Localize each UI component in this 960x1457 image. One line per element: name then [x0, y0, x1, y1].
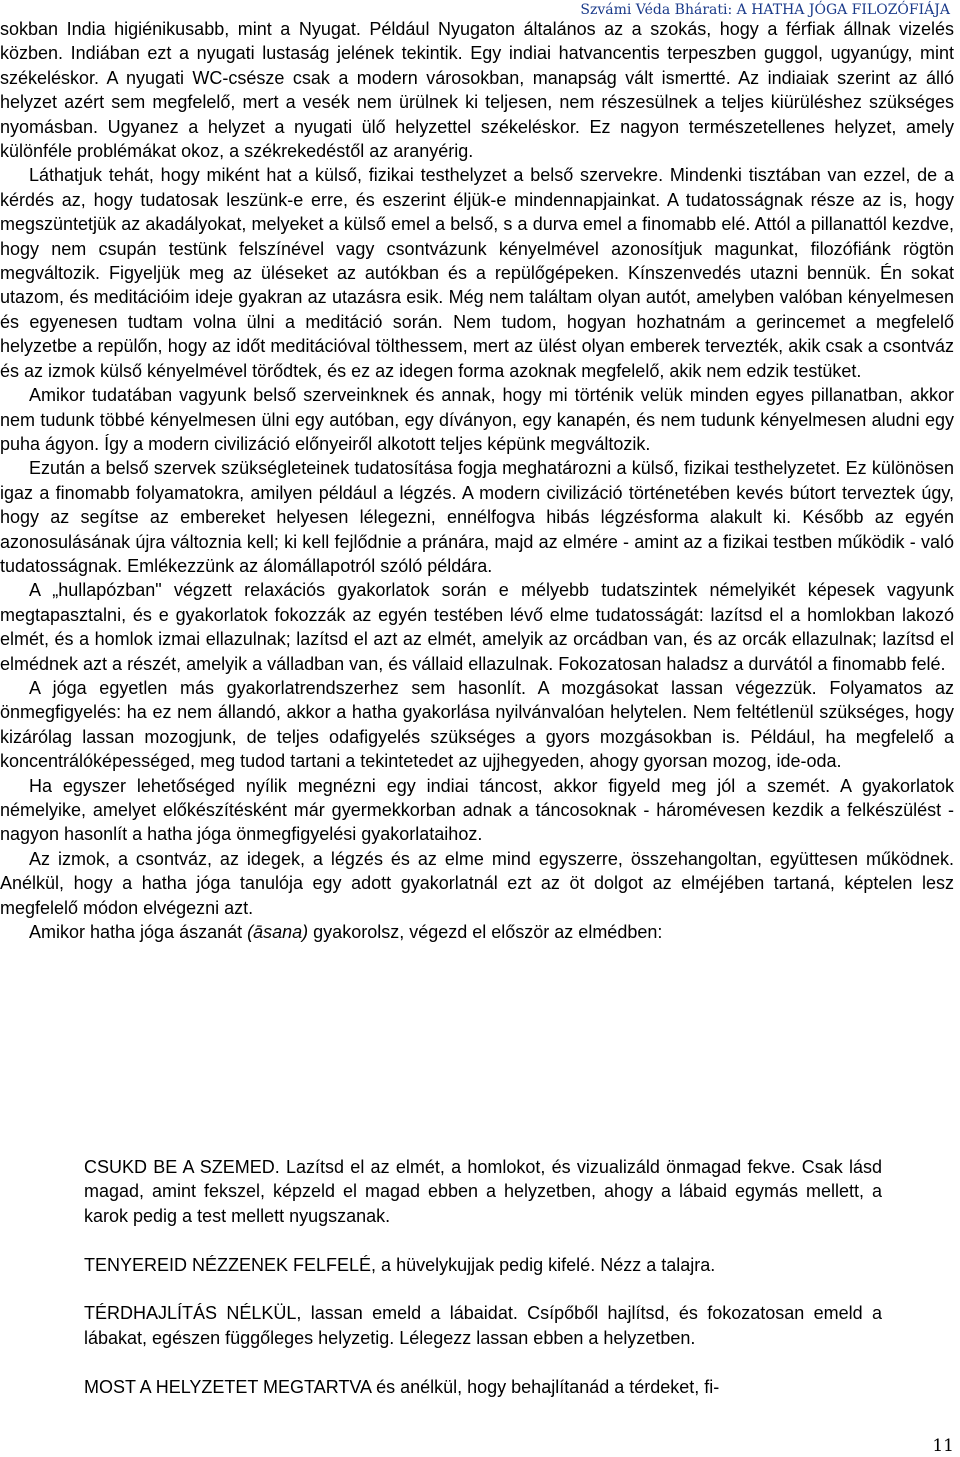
paragraph	[0, 920, 954, 944]
text-run: Amikor hatha jóga ászanát	[29, 922, 248, 943]
instruction-step: CSUKD BE A SZEMED. Lazítsd el az elmét, a homlokot, és vizualizáld önmagad fekve. Csak lásd magad, amint fekszel, képzeld el magad ebben a helyzetben, ahogy a lábaid egymás mellett, a karok pedig a test mellett nyugszanak.	[84, 1157, 882, 1226]
instruction-list	[84, 1155, 882, 1399]
instruction-step: TÉRDHAJLÍTÁS NÉLKÜL, lassan emeld a lábaidat. Csípőből hajlítsd, és fokozatosan emeld a lábakat, egészen függőleges helyzetig. Lélegezz lassan ebben a helyzetben.	[84, 1303, 882, 1348]
paragraph: A „hullapózban" végzett relaxációs gyakorlatok során e mélyebb tudatszintek némelyikét képesek vagyunk megtapasztalni, és e gyakorlatok fokozzák az egyén testében lévő elme tudatosságát: lazítsd el a homlokban lakozó elmét, és a homlok izmai ellazulnak; lazítsd el azt az elmét, amelyik az orcádban van, és az orcák ellazulnak; lazítsd el elmédnek azt a részét, amelyik a válladban van, és vállaid ellazulnak. Fokozatosan haladsz a durvától a finomabb felé.	[0, 580, 954, 674]
instruction-step: TENYEREID NÉZZENEK FELFELÉ, a hüvelykujjak pedig kifelé. Nézz a talajra.	[84, 1254, 716, 1275]
paragraph: Láthatjuk tehát, hogy miként hat a külső, fizikai testhelyzet a belső szervekre. Mindenki tisztában van ezzel, de a kérdés az, hogy tudatosak leszünk-e erre, és eszerint éljük-e mindennapjainkat. A tudatosságnak része az is, hogy megszüntetjük az akadályokat, melyeket a külső emel a belső, s a durva emel a finomabb elé. Attól a pillanattól kezdve, hogy nem csupán testünk felszínével vagy csontvázunk kényelmével azonosítjuk magunkat, filozófiánk rögtön megváltozik. Figyeljük meg az üléseket az autókban és a repülőgépeken. Kínszenvedés utazni bennük. Én sokat utazom, és meditációim ideje gyakran az utazásra esik. Még nem találtam olyan autót, amelyben valóban kényelmesen és egyenesen tudtam volna ülni a meditáció során. Nem tudom, hogyan hozhatnám a gerincemet a megfelelő helyzetbe a repülőn, hogy az időt meditációval tölthessem, mert az ülést olyan emberek tervezték, akik csak a csontváz és az izmok külső kényelmével törődtek, és ez az idegen forma azoknak megfelelő, akik nem edzik testüket.	[0, 165, 954, 381]
paragraph: Amikor tudatában vagyunk belső szerveinknek és annak, hogy mi történik velük minden egyes pillanatban, akkor nem tudunk többé kényelmesen ülni egy autóban, egy díványon, egy kanapén, és nem tudunk kényelmesen aludni egy puha ágyon. Így a modern civilizáció előnyeiről alkotott teljes képünk megváltozik.	[0, 385, 954, 454]
paragraph: Ha egyszer lehetőséged nyílik megnézni egy indiai táncost, akkor figyeld meg jól a szemét. A gyakorlatok némelyike, amelyet előkészítésként már gyermekkorban adnak a táncosoknak - háromévesen kezdik a felkészülést - nagyon hasonlít a hatha jóga önmegfigyelési gyakorlataihoz.	[0, 775, 954, 845]
paragraph: sokban India higiénikusabb, mint a Nyugat. Például Nyugaton általános az a szokás, hogy a férfiak állnak vizelés közben. Indiában ezt a nyugati lustaság jelének tekintik. Egy indiai hatvancentis terpeszben guggol, ugyanúgy, mint székeléskor. A nyugati WC-csésze csak a modern városokban, manapság vált ismertté. Az indiaiak szerint az álló helyzet azért sem megfelelő, mert a vesék nem ürülnek ki teljesen, nem részesülnek a teljes kiürüléshez szükséges nyomásban. Ugyanez a helyzet a nyugati ülő helyzettel székeléskor. Ez nagyon természetellenes helyzet, amely különféle problémákat okoz, a székrekedéstől az aranyérig.	[0, 19, 954, 162]
paragraph: Ezután a belső szervek szükségleteinek tudatosítása fogja meghatározni a külső, fizikai testhelyzetet. Ez különösen igaz a finomabb folyamatokra, amilyen például a légzés. A modern civilizáció történetében kevés bútort terveztek úgy, hogy az segítse az embereket helyesen lélegezni, ennélfogva hibás légzésforma alakult ki. Később az egyén azonosulásának újra változnia kell; ki kell fejlődnie a pránára, majd az elmére - amint az a fizikai testben működik - való tudatosságnak. Emlékezzünk az álomállapotról szóló példára.	[0, 458, 954, 576]
body-text	[0, 17, 954, 944]
text-run: gyakorolsz, végezd el először az elmédben:	[308, 922, 663, 943]
paragraph: Az izmok, a csontváz, az idegek, a légzés és az elme mind egyszerre, összehangoltan, együttesen működnek. Anélkül, hogy a hatha jóga tanulója egy adott gyakorlatnál ezt az öt dolgot az elméjében tartaná, képtelen lesz megfelelő módon elvégezni azt.	[0, 848, 954, 918]
instruction-step: MOST A HELYZETET MEGTARTVA és anélkül, hogy behajlítanád a térdeket, fi-	[84, 1376, 720, 1397]
page-number: 11	[932, 1436, 954, 1456]
running-header: Szvámi Véda Bhárati: A HATHA JÓGA FILOZÓFIÁJA	[580, 2, 950, 18]
sanskrit-term: (āsana)	[247, 922, 309, 943]
paragraph: A jóga egyetlen más gyakorlatrendszerhez sem hasonlít. A mozgásokat lassan végezzük. Folyamatos az önmegfigyelés: ha ez nem állandó, akkor a hatha gyakorlása nyilvánvalóan helytelen. Nem feltétlenül szükséges, hogy kizárólag lassan mozogjunk, de teljes odafigyelés szükséges a gyors mozgásokban is. Például, ha megfelelő a koncentrálóképességed, meg tudod tartani a tekintetedet az ujjhegyeden, ahogy gyorsan mozog, ide-oda.	[0, 677, 954, 772]
